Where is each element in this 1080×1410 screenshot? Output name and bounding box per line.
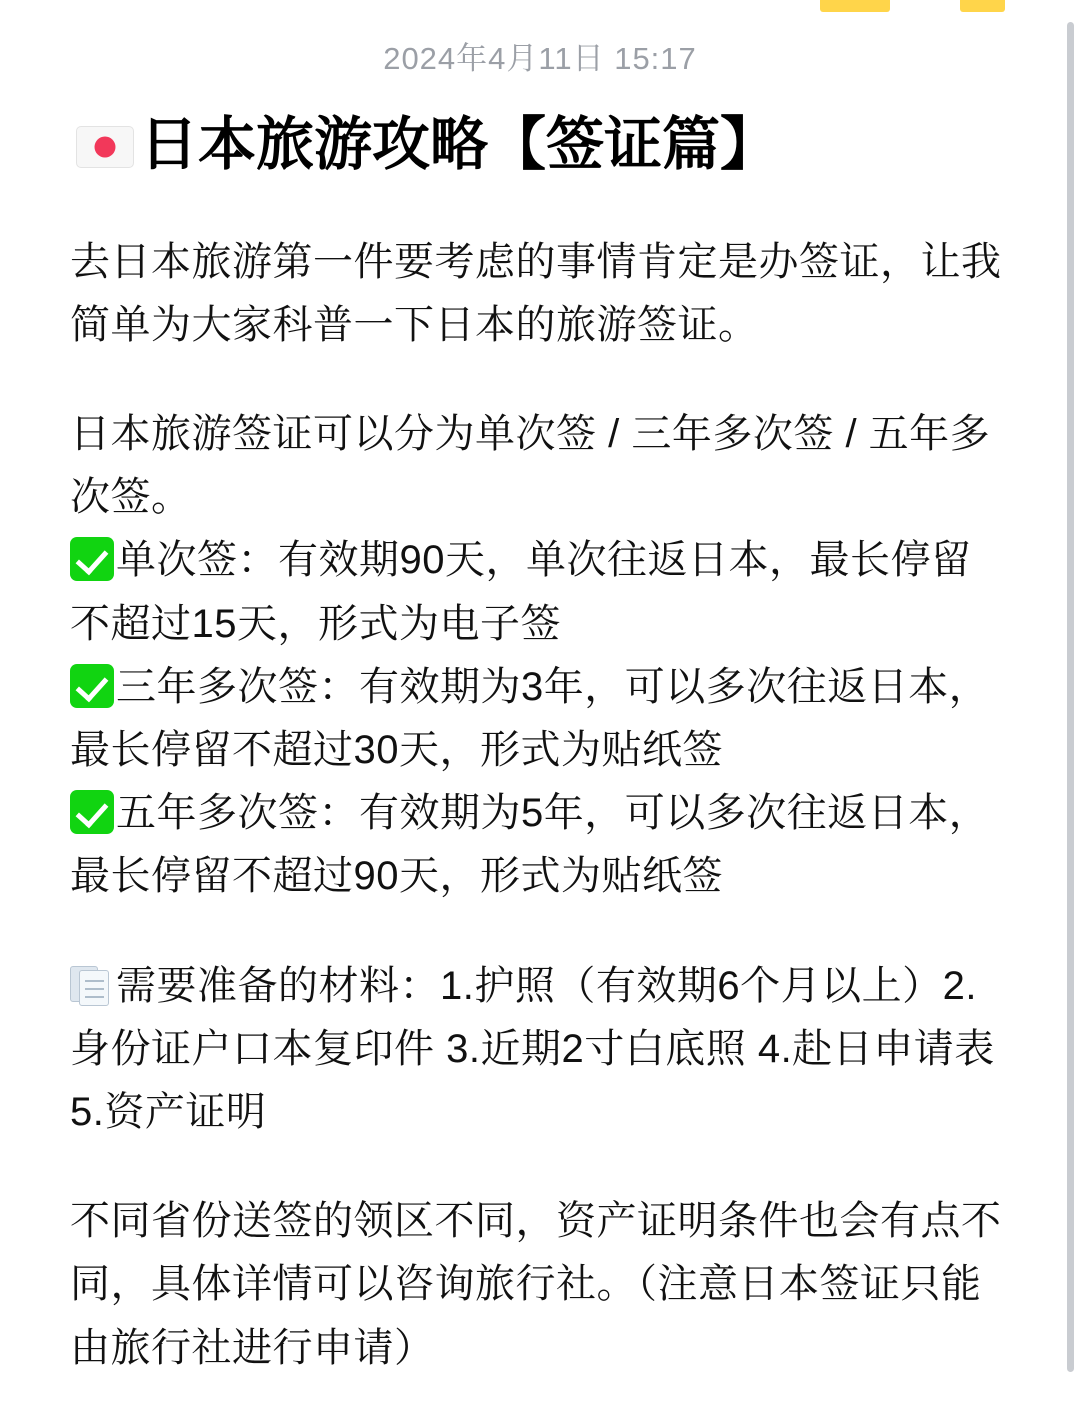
- check-icon: [70, 537, 114, 581]
- paragraph-intro: 去日本旅游第一件要考虑的事情肯定是办签证，让我简单为大家科普一下日本的旅游签证。: [70, 239, 1002, 347]
- paragraph-closing: 不同省份送签的领区不同，资产证明条件也会有点不同，具体详情可以咨询旅行社。（注意日本签证只能由旅行社进行申请）: [70, 1199, 1002, 1370]
- list-item-visa-three-year-text: 三年多次签：有效期为3年，可以多次往返日本，最长停留不超过30天，形式为贴纸签: [70, 664, 990, 772]
- top-highlight-strip: [0, 0, 1080, 14]
- list-item-visa-single: [70, 529, 1010, 655]
- list-item-visa-single-text: 单次签：有效期90天，单次往返日本，最长停留不超过15天，形式为电子签: [70, 538, 972, 646]
- note-timestamp: 2024年4月11日 15:17: [383, 41, 697, 76]
- page-facing-up-icon: [70, 963, 112, 1007]
- list-item-visa-five-year: [70, 782, 1010, 908]
- page-title: [76, 112, 1010, 179]
- page-title-text: 日本旅游攻略【签证篇】: [140, 112, 779, 177]
- spacer: [70, 1144, 1010, 1190]
- spacer: [70, 909, 1010, 955]
- spacer: [70, 357, 1010, 403]
- check-icon: [70, 664, 114, 708]
- highlight-bar-left: [820, 0, 890, 12]
- japan-flag-icon: [76, 126, 134, 168]
- note-body: [70, 231, 1010, 1380]
- scrollbar-track[interactable]: [1070, 0, 1077, 1410]
- check-icon: [70, 790, 114, 834]
- paragraph-materials: [70, 955, 1010, 1145]
- list-item-visa-five-year-text: 五年多次签：有效期为5年，可以多次往返日本，最长停留不超过90天，形式为贴纸签: [70, 791, 990, 899]
- paragraph-types-lead: 日本旅游签证可以分为单次签 / 三年多次签 / 五年多次签。: [70, 412, 991, 520]
- list-item-visa-three-year: [70, 656, 1010, 782]
- paragraph-materials-text: 需要准备的材料：1.护照（有效期6个月以上）2.身份证户口本复印件 3.近期2寸白底照 4.赴日申请表 5.资产证明: [70, 963, 995, 1134]
- scrollbar-thumb[interactable]: [1067, 22, 1074, 1372]
- highlight-bar-right: [960, 0, 1005, 12]
